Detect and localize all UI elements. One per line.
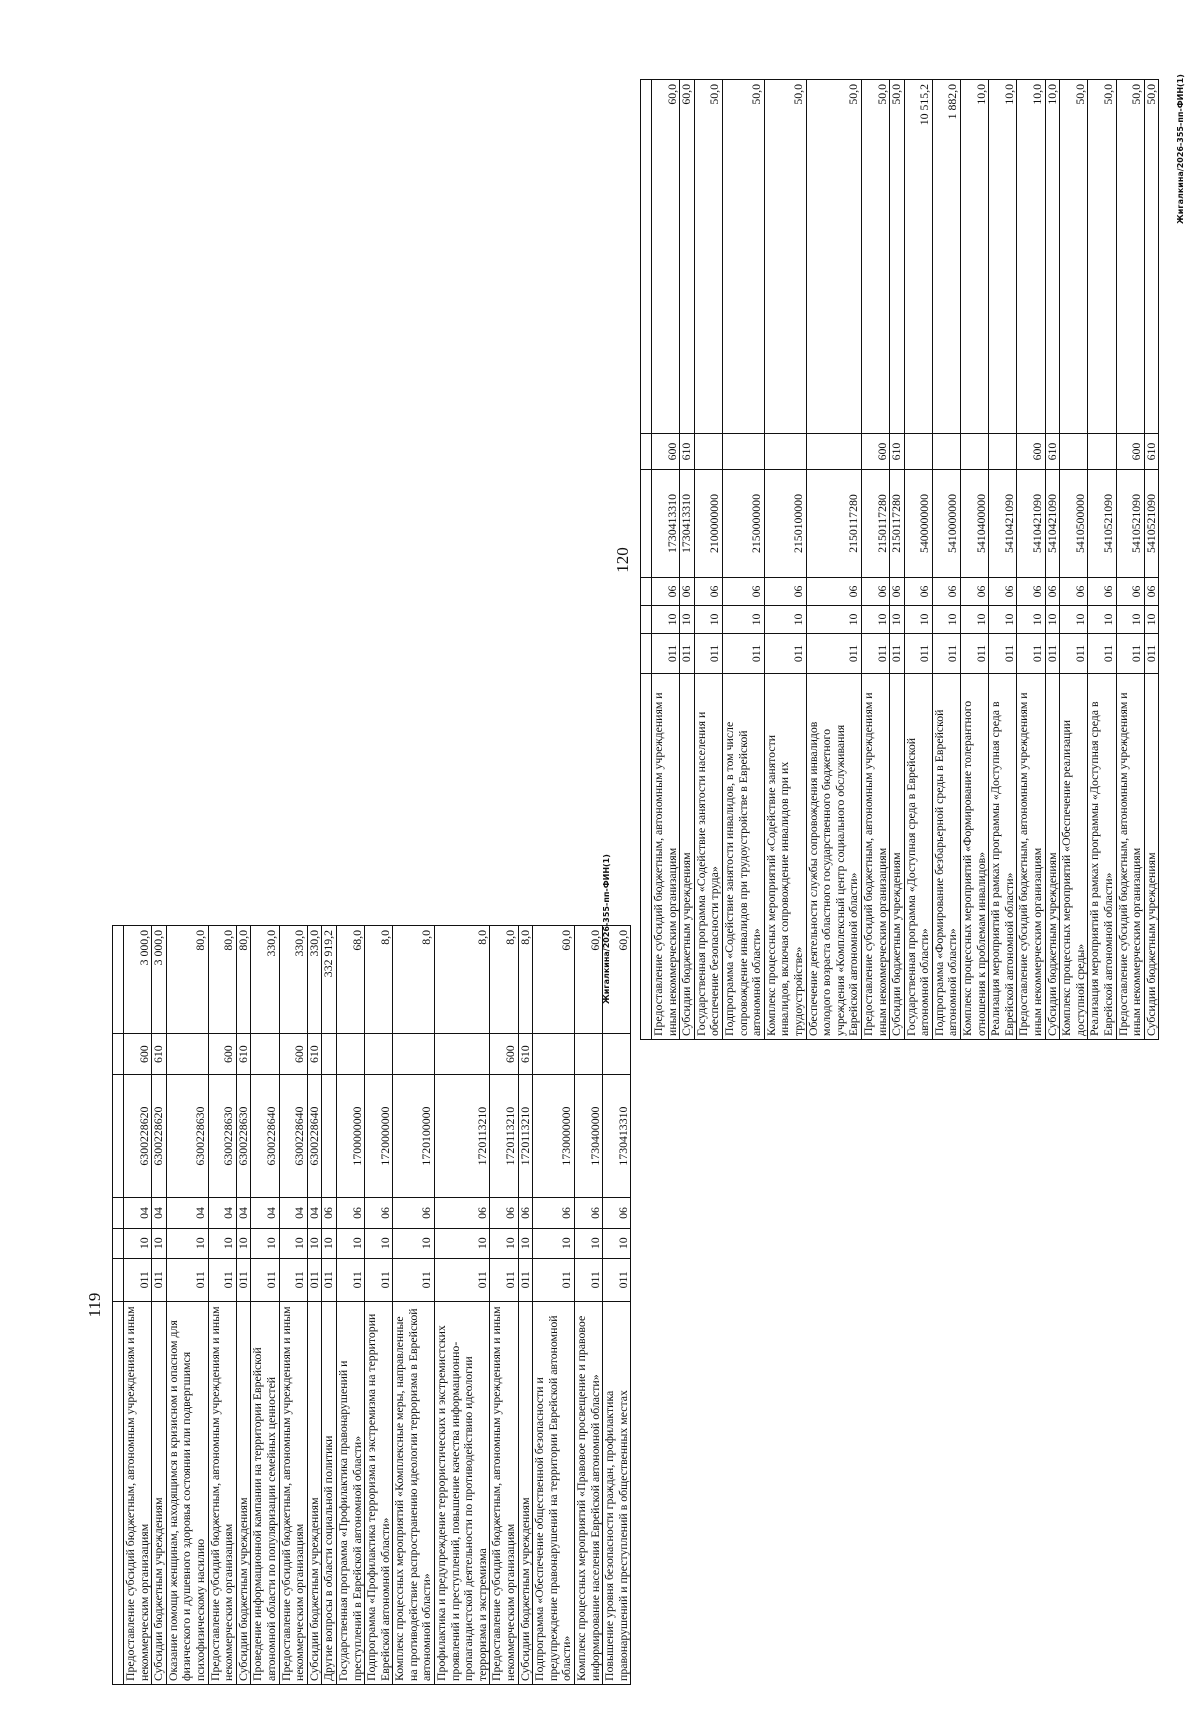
- row-description: Проведение информационной кампании на территории Еврейской автономной области по популяризации семейных ценностей: [251, 1301, 279, 1684]
- row-section: 10: [1045, 606, 1060, 634]
- row-section: 10: [435, 1228, 490, 1258]
- row-expense-type: [533, 1034, 575, 1074]
- row-description: Предоставление субсидий бюджетным, автономным учреждениям и иным некоммерческим организациям: [861, 674, 889, 1040]
- row-amount: 60,0: [680, 80, 695, 434]
- row-grbs: 011: [251, 1258, 279, 1301]
- row-expense-type: 610: [236, 1034, 251, 1074]
- row-section: 10: [124, 1228, 152, 1258]
- row-section: 10: [989, 606, 1017, 634]
- row-subsection: 06: [322, 1198, 337, 1228]
- row-section: 10: [1017, 606, 1045, 634]
- row-section: 10: [279, 1228, 307, 1258]
- row-amount: 68,0: [336, 926, 364, 1034]
- row-description: Предоставление субсидий бюджетным, автономным учреждениям и иным некоммерческим организациям: [1017, 674, 1045, 1040]
- row-grbs: 011: [861, 634, 889, 674]
- row-amount: 50,0: [1060, 80, 1088, 434]
- row-grbs: 011: [1116, 634, 1144, 674]
- row-target-article: [322, 1074, 337, 1198]
- row-amount: 50,0: [694, 80, 722, 434]
- row-section: 10: [208, 1228, 236, 1258]
- row-subsection: 06: [365, 1198, 393, 1228]
- row-section: 10: [1060, 606, 1088, 634]
- table-row: [890, 80, 905, 1040]
- table-row: [166, 926, 208, 1685]
- row-amount: 332 919,2: [322, 926, 337, 1034]
- row-description: Обеспечение деятельности службы сопровождения инвалидов молодого возраста областного государственного бюджетного учреждения «Комплексный центр социального обслуживания Еврейской автономной области»: [806, 674, 861, 1040]
- row-subsection: 06: [861, 578, 889, 606]
- row-target-article: 5410421090: [989, 470, 1017, 578]
- row-description: Профилактика и предупреждение террористических и экстремистских проявлений и преступлений, повышение качества информационно-пропагандистской деятельности по противодействию идеологии терроризма и экстремизма: [435, 1301, 490, 1684]
- row-description: Субсидии бюджетным учреждениям: [307, 1301, 322, 1684]
- row-expense-type: 600: [1116, 434, 1144, 470]
- row-expense-type: 600: [124, 1034, 152, 1074]
- row-description: Предоставление субсидий бюджетным, автономным учреждениям и иным некоммерческим организациям: [1116, 674, 1144, 1040]
- row-subsection: 06: [1017, 578, 1045, 606]
- row-description: Подпрограмма «Содействие занятости инвалидов, в том числе сопровождение инвалидов при трудоустройстве в Еврейской автономной области»: [722, 674, 764, 1040]
- row-expense-type: [393, 1034, 435, 1074]
- row-subsection: 06: [806, 578, 861, 606]
- row-description: Субсидии бюджетным учреждениям: [680, 674, 695, 1040]
- row-grbs: 011: [603, 1258, 631, 1301]
- row-amount: 50,0: [1116, 80, 1144, 434]
- row-description: Предоставление субсидий бюджетным, автономным учреждениям и иным некоммерческим организациям: [652, 674, 680, 1040]
- row-subsection: 06: [989, 578, 1017, 606]
- footer-stamp: Жигалкина/2026-355-пп-ФИН(1): [602, 854, 611, 1004]
- row-subsection: 06: [680, 578, 695, 606]
- row-amount: 50,0: [1144, 80, 1159, 434]
- row-target-article: 1720100000: [393, 1074, 435, 1198]
- row-target-article: 5410521090: [1116, 470, 1144, 578]
- row-description: Субсидии бюджетным учреждениям: [236, 1301, 251, 1684]
- table-row: [490, 926, 518, 1685]
- row-description: Повышение уровня безопасности граждан, профилактика правонарушений и преступлений в общественных местах: [603, 1301, 631, 1684]
- row-expense-type: 600: [208, 1034, 236, 1074]
- row-section: 10: [961, 606, 989, 634]
- row-expense-type: [764, 434, 806, 470]
- row-target-article: 1730000000: [533, 1074, 575, 1198]
- table-row: [124, 926, 152, 1685]
- table-row: [680, 80, 695, 1040]
- row-section: 10: [365, 1228, 393, 1258]
- row-expense-type: 600: [1017, 434, 1045, 470]
- row-description: Другие вопросы в области социальной политики: [322, 1301, 337, 1684]
- row-expense-type: [961, 434, 989, 470]
- row-target-article: 5410421090: [1045, 470, 1060, 578]
- footer-stamp: Жигалкина/2026-355-пп-ФИН(1): [1176, 74, 1185, 224]
- row-target-article: 2150100000: [764, 470, 806, 578]
- row-grbs: 011: [365, 1258, 393, 1301]
- row-target-article: 5410521090: [1144, 470, 1159, 578]
- budget-table: [640, 79, 1159, 1040]
- row-description: Предоставление субсидий бюджетным, автономным учреждениям и иным некоммерческим организациям: [490, 1301, 518, 1684]
- row-amount: 10,0: [989, 80, 1017, 434]
- row-description: Реализация мероприятий в рамках программы «Доступная среда в Еврейской автономной области»: [1088, 674, 1116, 1040]
- row-amount: 10 515,2: [904, 80, 932, 434]
- row-subsection: 06: [652, 578, 680, 606]
- row-grbs: 011: [890, 634, 905, 674]
- table-row: [1144, 80, 1159, 1040]
- row-target-article: 5410421090: [1017, 470, 1045, 578]
- table-row: [961, 80, 989, 1040]
- row-subsection: 06: [961, 578, 989, 606]
- row-description: Субсидии бюджетным учреждениям: [1144, 674, 1159, 1040]
- row-subsection: 06: [533, 1198, 575, 1228]
- row-grbs: 011: [989, 634, 1017, 674]
- row-amount: 50,0: [861, 80, 889, 434]
- row-section: 10: [904, 606, 932, 634]
- row-section: 10: [1116, 606, 1144, 634]
- row-target-article: 5410521090: [1088, 470, 1116, 578]
- row-amount: 50,0: [1088, 80, 1116, 434]
- row-amount: 8,0: [490, 926, 518, 1034]
- row-grbs: 011: [518, 1258, 533, 1301]
- row-target-article: 1700000000: [336, 1074, 364, 1198]
- table-row: [694, 80, 722, 1040]
- row-subsection: 06: [1088, 578, 1116, 606]
- row-description: Оказание помощи женщинам, находящимся в кризисном и опасном для физического и душевного здоровья состоянии или подвергшимся психофизическому насилию: [166, 1301, 208, 1684]
- row-grbs: 011: [435, 1258, 490, 1301]
- row-section: 10: [806, 606, 861, 634]
- row-section: 10: [603, 1228, 631, 1258]
- table-row: [533, 926, 575, 1685]
- page-number: 120: [613, 547, 632, 573]
- row-description: Предоставление субсидий бюджетным, автономным учреждениям и иным некоммерческим организациям: [208, 1301, 236, 1684]
- row-section: 10: [932, 606, 960, 634]
- row-subsection: 04: [208, 1198, 236, 1228]
- table-row: [322, 926, 337, 1685]
- row-grbs: 011: [393, 1258, 435, 1301]
- row-amount: 60,0: [652, 80, 680, 434]
- row-section: 10: [722, 606, 764, 634]
- row-amount: 10,0: [1045, 80, 1060, 434]
- row-target-article: 6300228640: [279, 1074, 307, 1198]
- row-expense-type: 600: [861, 434, 889, 470]
- row-amount: 80,0: [236, 926, 251, 1034]
- table-row: [435, 926, 490, 1685]
- row-amount: 8,0: [435, 926, 490, 1034]
- row-subsection: 04: [236, 1198, 251, 1228]
- row-section: 10: [166, 1228, 208, 1258]
- row-expense-type: 610: [518, 1034, 533, 1074]
- row-subsection: 04: [166, 1198, 208, 1228]
- budget-table: [112, 925, 631, 1685]
- row-expense-type: [365, 1034, 393, 1074]
- row-amount: 330,0: [251, 926, 279, 1034]
- table-row: [236, 926, 251, 1685]
- row-expense-type: [694, 434, 722, 470]
- row-amount: 10,0: [961, 80, 989, 434]
- row-grbs: 011: [1017, 634, 1045, 674]
- row-section: 10: [861, 606, 889, 634]
- row-section: 10: [890, 606, 905, 634]
- row-amount: 80,0: [208, 926, 236, 1034]
- row-amount: 60,0: [533, 926, 575, 1034]
- row-section: 10: [652, 606, 680, 634]
- row-target-article: 2100000000: [694, 470, 722, 578]
- row-grbs: 011: [722, 634, 764, 674]
- row-grbs: 011: [208, 1258, 236, 1301]
- row-grbs: 011: [236, 1258, 251, 1301]
- row-amount: 330,0: [279, 926, 307, 1034]
- row-grbs: 011: [322, 1258, 337, 1301]
- table-row: [336, 926, 364, 1685]
- row-section: 10: [336, 1228, 364, 1258]
- row-grbs: 011: [152, 1258, 167, 1301]
- table-row: [251, 926, 279, 1685]
- row-expense-type: 610: [680, 434, 695, 470]
- row-expense-type: 610: [152, 1034, 167, 1074]
- row-subsection: 06: [1116, 578, 1144, 606]
- row-target-article: 1730413310: [652, 470, 680, 578]
- row-section: 10: [575, 1228, 603, 1258]
- row-expense-type: 600: [652, 434, 680, 470]
- row-expense-type: [166, 1034, 208, 1074]
- row-target-article: 5410500000: [1060, 470, 1088, 578]
- row-section: 10: [152, 1228, 167, 1258]
- row-grbs: 011: [680, 634, 695, 674]
- row-grbs: 011: [1144, 634, 1159, 674]
- row-amount: 50,0: [806, 80, 861, 434]
- row-grbs: 011: [694, 634, 722, 674]
- row-subsection: 04: [152, 1198, 167, 1228]
- row-section: 10: [1088, 606, 1116, 634]
- row-description: Субсидии бюджетным учреждениям: [890, 674, 905, 1040]
- page-number: 119: [85, 1292, 104, 1318]
- row-subsection: 04: [124, 1198, 152, 1228]
- row-target-article: 1730413310: [680, 470, 695, 578]
- row-expense-type: [435, 1034, 490, 1074]
- table-row: [861, 80, 889, 1040]
- row-amount: 8,0: [393, 926, 435, 1034]
- row-section: 10: [680, 606, 695, 634]
- row-expense-type: 600: [490, 1034, 518, 1074]
- row-subsection: 06: [603, 1198, 631, 1228]
- table-row: [365, 926, 393, 1685]
- row-grbs: 011: [904, 634, 932, 674]
- row-target-article: 2150117280: [806, 470, 861, 578]
- row-amount: 60,0: [603, 926, 631, 1034]
- row-subsection: 06: [890, 578, 905, 606]
- row-grbs: 011: [166, 1258, 208, 1301]
- row-expense-type: 600: [279, 1034, 307, 1074]
- row-description: Комплекс процессных мероприятий «Формирование толерантного отношения к проблемам инвалидов»: [961, 674, 989, 1040]
- row-subsection: 06: [904, 578, 932, 606]
- row-subsection: 04: [279, 1198, 307, 1228]
- row-subsection: 04: [251, 1198, 279, 1228]
- row-grbs: 011: [533, 1258, 575, 1301]
- table-row: [1088, 80, 1116, 1040]
- row-expense-type: [806, 434, 861, 470]
- row-grbs: 011: [652, 634, 680, 674]
- row-section: 10: [490, 1228, 518, 1258]
- table-row: [1017, 80, 1045, 1040]
- row-section: 10: [251, 1228, 279, 1258]
- row-grbs: 011: [336, 1258, 364, 1301]
- row-subsection: 06: [694, 578, 722, 606]
- row-description: Комплекс процессных мероприятий «Правовое просвещение и правовое информирование населения Еврейской автономной области»: [575, 1301, 603, 1684]
- row-grbs: 011: [307, 1258, 322, 1301]
- row-amount: 3 000,0: [152, 926, 167, 1034]
- page-119: [84, 925, 631, 1685]
- row-expense-type: 610: [890, 434, 905, 470]
- row-subsection: 06: [764, 578, 806, 606]
- table-row: [722, 80, 764, 1040]
- table-row: [518, 926, 533, 1685]
- table-row: [764, 80, 806, 1040]
- row-description: Государственная программа «Содействие занятости населения и обеспечение безопасности труда»: [694, 674, 722, 1040]
- row-amount: 80,0: [166, 926, 208, 1034]
- row-grbs: 011: [961, 634, 989, 674]
- row-subsection: 06: [435, 1198, 490, 1228]
- row-target-article: 2150000000: [722, 470, 764, 578]
- row-description: Подпрограмма «Формирование безбарьерной среды в Еврейской автономной области»: [932, 674, 960, 1040]
- row-amount: 50,0: [722, 80, 764, 434]
- table-row: [806, 80, 861, 1040]
- row-target-article: 5400000000: [904, 470, 932, 578]
- row-expense-type: [1088, 434, 1116, 470]
- row-expense-type: [336, 1034, 364, 1074]
- row-description: Подпрограмма «Профилактика терроризма и экстремизма на территории Еврейской автономной области»: [365, 1301, 393, 1684]
- row-target-article: 1720000000: [365, 1074, 393, 1198]
- row-subsection: 06: [932, 578, 960, 606]
- row-expense-type: [251, 1034, 279, 1074]
- row-section: 10: [322, 1228, 337, 1258]
- row-amount: 330,0: [307, 926, 322, 1034]
- row-section: 10: [518, 1228, 533, 1258]
- row-target-article: 6300228640: [251, 1074, 279, 1198]
- row-target-article: 6300228620: [124, 1074, 152, 1198]
- row-target-article: 1720113210: [490, 1074, 518, 1198]
- table-row: [575, 926, 603, 1685]
- row-subsection: 04: [307, 1198, 322, 1228]
- row-expense-type: [322, 1034, 337, 1074]
- table-row: [652, 80, 680, 1040]
- row-description: Подпрограмма «Обеспечение общественной безопасности и предупреждение правонарушений на территории Еврейской автономной области»: [533, 1301, 575, 1684]
- row-amount: 50,0: [890, 80, 905, 434]
- row-target-article: 5410400000: [961, 470, 989, 578]
- row-amount: 1 882,0: [932, 80, 960, 434]
- row-subsection: 06: [393, 1198, 435, 1228]
- table-row: [989, 80, 1017, 1040]
- table-row: [307, 926, 322, 1685]
- row-section: 10: [694, 606, 722, 634]
- table-row: [152, 926, 167, 1685]
- row-description: Реализация мероприятий в рамках программы «Доступная среда в Еврейской автономной области»: [989, 674, 1017, 1040]
- row-target-article: 1720113210: [435, 1074, 490, 1198]
- table-row: [932, 80, 960, 1040]
- row-description: Государственная программа «Доступная среда в Еврейской автономной области»: [904, 674, 932, 1040]
- row-amount: 8,0: [365, 926, 393, 1034]
- row-section: 10: [307, 1228, 322, 1258]
- row-amount: 8,0: [518, 926, 533, 1034]
- row-expense-type: 610: [1144, 434, 1159, 470]
- table-header-row: [113, 926, 124, 1685]
- row-description: Комплекс процессных мероприятий «Содействие занятости инвалидов, включая сопровождение инвалидов при их трудоустройстве»: [764, 674, 806, 1040]
- row-expense-type: [932, 434, 960, 470]
- table-header-row: [641, 80, 652, 1040]
- row-grbs: 011: [1060, 634, 1088, 674]
- row-target-article: 6300228620: [152, 1074, 167, 1198]
- row-grbs: 011: [764, 634, 806, 674]
- row-grbs: 011: [279, 1258, 307, 1301]
- row-description: Субсидии бюджетным учреждениям: [1045, 674, 1060, 1040]
- row-subsection: 06: [575, 1198, 603, 1228]
- row-target-article: 5410000000: [932, 470, 960, 578]
- row-section: 10: [393, 1228, 435, 1258]
- row-subsection: 06: [518, 1198, 533, 1228]
- row-expense-type: [603, 1034, 631, 1074]
- row-expense-type: [575, 1034, 603, 1074]
- row-subsection: 06: [722, 578, 764, 606]
- table-row: [279, 926, 307, 1685]
- row-target-article: 2150117280: [861, 470, 889, 578]
- row-description: Комплекс процессных мероприятий «Комплексные меры, направленные на противодействие распространению идеологии терроризма в Еврейской автономной области»: [393, 1301, 435, 1684]
- row-grbs: 011: [490, 1258, 518, 1301]
- row-target-article: 6300228630: [236, 1074, 251, 1198]
- row-grbs: 011: [932, 634, 960, 674]
- row-target-article: 1720113210: [518, 1074, 533, 1198]
- row-amount: 60,0: [575, 926, 603, 1034]
- row-description: Субсидии бюджетным учреждениям: [518, 1301, 533, 1684]
- row-subsection: 06: [336, 1198, 364, 1228]
- row-description: Предоставление субсидий бюджетным, автономным учреждениям и иным некоммерческим организациям: [124, 1301, 152, 1684]
- row-subsection: 06: [1060, 578, 1088, 606]
- row-grbs: 011: [575, 1258, 603, 1301]
- row-expense-type: 610: [1045, 434, 1060, 470]
- row-expense-type: [989, 434, 1017, 470]
- row-expense-type: [722, 434, 764, 470]
- row-amount: 50,0: [764, 80, 806, 434]
- row-grbs: 011: [1045, 634, 1060, 674]
- row-description: Комплекс процессных мероприятий «Обеспечение реализации доступной среды»: [1060, 674, 1088, 1040]
- row-target-article: 2150117280: [890, 470, 905, 578]
- table-row: [393, 926, 435, 1685]
- page-120: [612, 80, 1159, 1040]
- row-amount: 3 000,0: [124, 926, 152, 1034]
- row-subsection: 06: [1045, 578, 1060, 606]
- row-grbs: 011: [124, 1258, 152, 1301]
- table-row: [1116, 80, 1144, 1040]
- table-row: [1060, 80, 1088, 1040]
- row-section: 10: [764, 606, 806, 634]
- row-target-article: 1730400000: [575, 1074, 603, 1198]
- row-expense-type: [1060, 434, 1088, 470]
- row-expense-type: [904, 434, 932, 470]
- row-subsection: 06: [490, 1198, 518, 1228]
- row-grbs: 011: [806, 634, 861, 674]
- table-row: [1045, 80, 1060, 1040]
- row-target-article: 1730413310: [603, 1074, 631, 1198]
- row-description: Субсидии бюджетным учреждениям: [152, 1301, 167, 1684]
- row-grbs: 011: [1088, 634, 1116, 674]
- table-row: [208, 926, 236, 1685]
- row-expense-type: 610: [307, 1034, 322, 1074]
- row-target-article: 6300228640: [307, 1074, 322, 1198]
- row-section: 10: [533, 1228, 575, 1258]
- table-row: [904, 80, 932, 1040]
- row-description: Государственная программа «Профилактика правонарушений и преступлений в Еврейской автономной области»: [336, 1301, 364, 1684]
- row-target-article: 6300228630: [166, 1074, 208, 1198]
- row-target-article: 6300228630: [208, 1074, 236, 1198]
- row-amount: 10,0: [1017, 80, 1045, 434]
- row-description: Предоставление субсидий бюджетным, автономным учреждениям и иным некоммерческим организациям: [279, 1301, 307, 1684]
- row-section: 10: [1144, 606, 1159, 634]
- row-subsection: 06: [1144, 578, 1159, 606]
- row-section: 10: [236, 1228, 251, 1258]
